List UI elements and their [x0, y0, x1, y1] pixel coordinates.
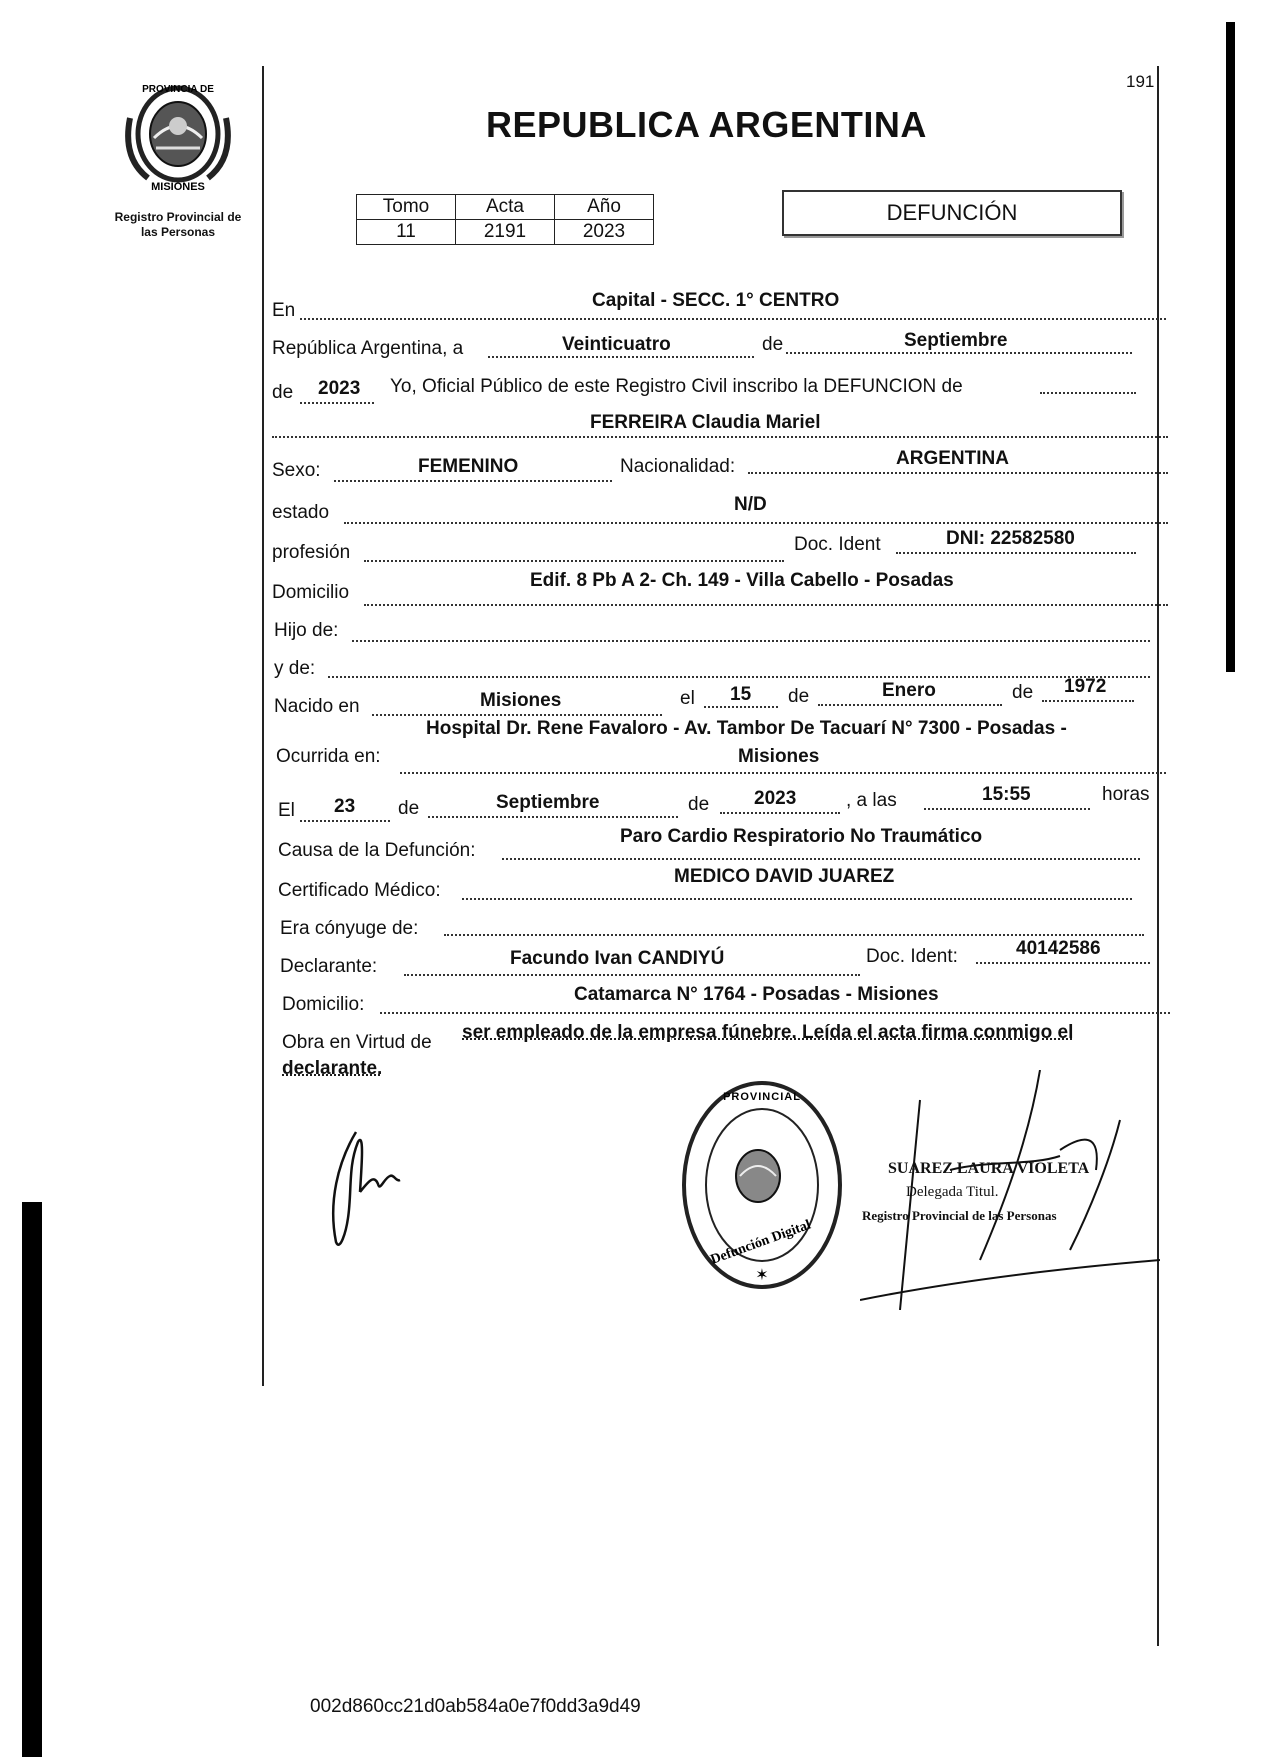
value-nacido-mes: Enero	[882, 680, 936, 701]
dotline-doc	[896, 552, 1136, 554]
label-obra: Obra en Virtud de	[282, 1032, 432, 1053]
svg-text:Defunción Digital: Defunción Digital	[708, 1217, 813, 1268]
label-de-nac-mes: de	[788, 686, 810, 707]
label-hijo-de: Hijo de:	[274, 620, 339, 641]
svg-text:MISIONES: MISIONES	[151, 181, 205, 193]
value-declarante: Facundo Ivan CANDIYÚ	[510, 948, 725, 969]
value-lugar: Capital - SECC. 1° CENTRO	[592, 290, 840, 311]
dotline-fallec-hora	[924, 808, 1090, 810]
svg-text:PROVINCIAL: PROVINCIAL	[723, 1091, 801, 1103]
ref-value-anio: 2023	[555, 220, 654, 245]
dotline-y-de	[328, 676, 1150, 678]
svg-text:PROVINCIA DE: PROVINCIA DE	[142, 84, 214, 95]
dotline-anio	[300, 402, 374, 404]
svg-text:✶: ✶	[755, 1267, 769, 1284]
value-declarante-domicilio: Catamarca N° 1764 - Posadas - Misiones	[574, 984, 939, 1005]
value-fallec-mes: Septiembre	[496, 792, 600, 813]
value-nacido-dia: 15	[730, 684, 752, 705]
registry-label-line2: las Personas	[140, 225, 216, 239]
dotline-nacido-lugar	[372, 714, 662, 716]
dotline-hijo-de	[352, 640, 1150, 642]
label-yo-oficial: Yo, Oficial Público de este Registro Civil inscribo la DEFUNCION de	[390, 376, 963, 397]
dotline-fallec-anio	[720, 812, 840, 814]
label-en: En	[272, 300, 296, 321]
label-de-nac-anio: de	[1012, 682, 1034, 703]
label-declarante: Declarante:	[280, 956, 378, 977]
dotline-profesion	[364, 560, 784, 562]
dotline-causa	[502, 858, 1140, 860]
dotline-nacido-anio	[1042, 700, 1134, 702]
value-fallec-hora: 15:55	[982, 784, 1031, 805]
ref-header-acta: Acta	[456, 195, 555, 220]
label-domicilio2: Domicilio:	[282, 994, 365, 1015]
document-hash: 002d860cc21d0ab584a0e7f0dd3a9d49	[310, 1696, 641, 1717]
label-nacido-en: Nacido en	[274, 696, 360, 717]
document-title: REPUBLICA ARGENTINA	[486, 104, 927, 145]
label-el: el	[680, 688, 695, 709]
value-nacido-lugar: Misiones	[480, 690, 562, 711]
province-seal-logo	[118, 78, 238, 196]
value-ocurrida-linea2: Misiones	[738, 746, 820, 767]
value-domicilio: Edif. 8 Pb A 2- Ch. 149 - Villa Cabello - Posadas	[530, 570, 954, 591]
dotline-ocurrida	[400, 772, 1166, 774]
label-de-mes: de	[762, 334, 784, 355]
ref-value-acta: 2191	[456, 220, 555, 245]
page-number: 191	[1126, 72, 1155, 91]
label-doc-ident: Doc. Ident	[794, 534, 881, 555]
reference-table	[356, 194, 654, 245]
official-name: SUAREZ LAURA VIOLETA	[888, 1160, 1090, 1177]
label-estado: estado	[272, 502, 330, 523]
dotline-nacionalidad	[748, 472, 1168, 474]
label-de-fallec-anio: de	[688, 794, 710, 815]
label-de-anio: de	[272, 382, 294, 403]
label-domicilio: Domicilio	[272, 582, 350, 603]
official-role: Delegada Titul.	[906, 1184, 999, 1200]
scan-edge-bar	[1226, 22, 1235, 672]
value-nacionalidad: ARGENTINA	[896, 448, 1009, 469]
ref-header-anio: Año	[555, 195, 654, 220]
registry-label-line1: Registro Provincial de	[114, 210, 242, 224]
label-doc-ident2: Doc. Ident:	[866, 946, 958, 967]
dotline-certificado	[462, 898, 1132, 900]
dotline-after-oficial	[1040, 392, 1136, 394]
dotline-declarante	[404, 974, 860, 976]
value-ocurrida-linea1: Hospital Dr. Rene Favaloro - Av. Tambor De Tacuarí N° 7300 - Posadas -	[426, 718, 1067, 739]
dotline-nacido-mes	[818, 704, 1002, 706]
label-conyuge: Era cónyuge de:	[280, 918, 419, 939]
dotline-nacido-dia	[704, 706, 778, 708]
value-obra-linea2: declarante.	[282, 1058, 383, 1079]
dotline-sexo	[334, 480, 612, 482]
value-causa: Paro Cardio Respiratorio No Traumático	[620, 826, 983, 847]
label-certificado: Certificado Médico:	[278, 880, 441, 901]
dotline-mes	[786, 352, 1132, 354]
label-El: El	[278, 800, 295, 821]
dotline-nombre	[272, 436, 1168, 438]
dotline-lugar	[300, 318, 1166, 320]
document-type-box: DEFUNCIÓN	[782, 190, 1122, 236]
scan-edge-bar-left	[22, 1202, 42, 1757]
declarant-signature	[318, 1122, 438, 1258]
dotline-fallec-mes	[428, 816, 678, 818]
right-margin-line	[1157, 66, 1159, 1646]
official-signature	[860, 1070, 1160, 1310]
dotline-dia	[488, 356, 754, 358]
label-de-fallec-mes: de	[398, 798, 420, 819]
dotline-declarante-doc	[976, 962, 1150, 964]
label-a-las: , a las	[846, 790, 897, 811]
ref-value-tomo: 11	[357, 220, 456, 245]
value-obra-linea1: ser empleado de la empresa fúnebre. Leída el acta firma conmigo el	[462, 1022, 1074, 1043]
dotline-fallec-dia	[300, 820, 390, 822]
value-mes: Septiembre	[904, 330, 1008, 351]
dotline-estado	[344, 522, 1168, 524]
value-sexo: FEMENINO	[418, 456, 519, 477]
value-fallec-dia: 23	[334, 796, 356, 817]
value-dia-letras: Veinticuatro	[562, 334, 671, 355]
ref-header-tomo: Tomo	[357, 195, 456, 220]
scan-edge-mark	[1230, 590, 1233, 660]
value-certificado: MEDICO DAVID JUAREZ	[674, 866, 895, 887]
label-sexo: Sexo:	[272, 460, 321, 481]
left-margin-line	[262, 66, 264, 1386]
label-causa: Causa de la Defunción:	[278, 840, 476, 861]
official-office: Registro Provincial de las Personas	[862, 1208, 1057, 1223]
label-horas: horas	[1102, 784, 1150, 805]
value-nombre: FERREIRA Claudia Mariel	[590, 412, 821, 433]
label-y-de: y de:	[274, 658, 316, 679]
label-ocurrida-en: Ocurrida en:	[276, 746, 381, 767]
official-stamp	[678, 1076, 846, 1294]
value-fallec-anio: 2023	[754, 788, 797, 809]
dotline-domicilio2	[380, 1012, 1170, 1014]
dotline-domicilio	[364, 604, 1168, 606]
value-anio: 2023	[318, 378, 361, 399]
label-profesion: profesión	[272, 542, 351, 563]
value-estado: N/D	[734, 494, 767, 515]
dotline-conyuge	[444, 934, 1144, 936]
label-nacionalidad: Nacionalidad:	[620, 456, 736, 477]
label-republica: República Argentina, a	[272, 338, 464, 359]
value-doc-ident: DNI: 22582580	[946, 528, 1075, 549]
value-nacido-anio: 1972	[1064, 676, 1107, 697]
registry-label	[98, 210, 258, 240]
value-declarante-doc: 40142586	[1016, 938, 1101, 959]
